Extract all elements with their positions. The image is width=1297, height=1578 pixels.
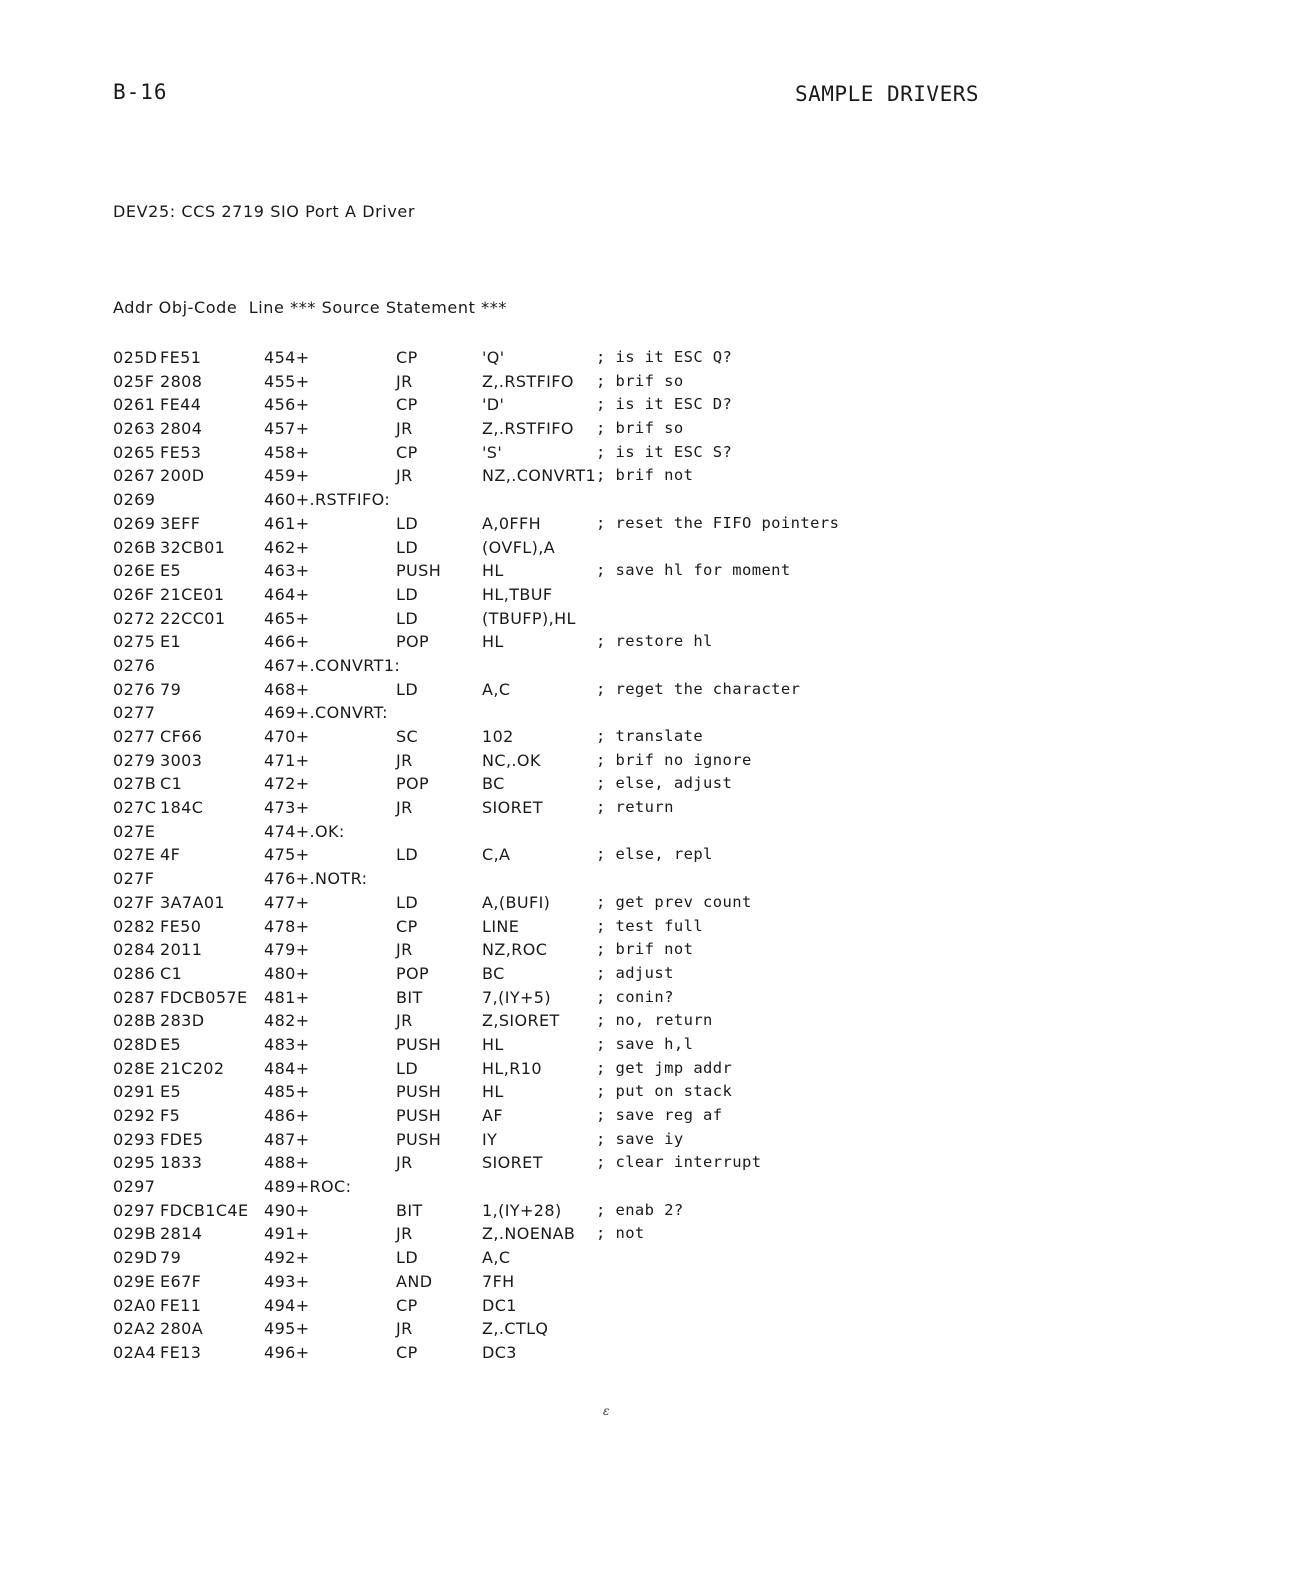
line-number-cell: 480+ [264,963,310,983]
address-cell: 026F [113,584,155,604]
opcode-cell: JR [396,1153,413,1173]
comment-cell: ; get jmp addr [596,1058,733,1077]
address-cell: 0276 [113,679,156,699]
line-number-cell: 488+ [264,1153,310,1173]
operand-cell: (TBUFP),HL [482,608,576,628]
operand-cell: 7FH [482,1271,515,1291]
comment-cell: ; reset the FIFO pointers [596,513,840,532]
opcode-cell: LD [396,584,419,604]
line-number-cell: 482+ [264,1011,310,1031]
line-number-cell: 468+ [264,679,310,699]
address-cell: 028E [113,1058,156,1078]
opcode-cell: POP [396,963,430,983]
opcode-cell: LD [396,1058,419,1078]
object-code-cell: C1 [160,774,183,794]
line-number-cell: 467+.CONVRT1: [264,655,401,675]
object-code-cell: E67F [160,1271,202,1291]
object-code-cell: 2808 [160,371,203,391]
address-cell: 027F [113,869,155,889]
operand-cell: DC1 [482,1295,517,1315]
operand-cell: SIORET [482,798,543,818]
object-code-cell: 2804 [160,419,203,439]
operand-cell: AF [482,1106,503,1125]
address-cell: 027C [113,798,157,818]
comment-cell: ; else, adjust [596,774,733,793]
address-cell: 028D [113,1034,158,1054]
object-code-cell: 79 [160,679,182,699]
address-cell: 0269 [113,490,156,510]
comment-cell: ; translate [596,727,704,745]
address-cell: 027E [113,821,156,841]
line-number-cell: 466+ [264,632,310,652]
page-number: B-16 [113,80,168,104]
comment-cell: ; get prev count [596,892,752,911]
line-number-cell: 473+ [264,798,310,818]
line-number-cell: 494+ [264,1295,310,1315]
line-number-cell: 491+ [264,1224,310,1244]
comment-cell: ; save h,l [596,1034,694,1053]
object-code-cell: FE44 [160,395,202,415]
address-cell: 0275 [113,632,156,652]
object-code-cell: 283D [160,1011,205,1031]
comment-cell: ; save iy [596,1129,684,1148]
operand-cell: NZ,ROC [482,940,548,960]
line-number-cell: 475+ [264,845,310,865]
operand-cell: 7,(IY+5) [482,987,552,1007]
line-number-cell: 481+ [264,987,310,1007]
opcode-cell: PUSH [396,561,442,581]
opcode-cell: LD [396,845,419,865]
object-code-cell: 2011 [160,940,203,960]
comment-cell: ; adjust [596,963,674,982]
object-code-cell: FE11 [160,1295,202,1315]
comment-cell: ; brif so [596,419,684,438]
operand-cell: (OVFL),A [482,537,556,557]
opcode-cell: JR [396,419,413,439]
operand-cell: HL,R10 [482,1058,542,1078]
address-cell: 027E [113,845,156,865]
comment-cell: ; save hl for moment [596,561,791,580]
operand-cell: HL [482,1034,504,1054]
object-code-cell: 1833 [160,1153,203,1173]
object-code-cell: FE53 [160,442,202,462]
object-code-cell: 184C [160,798,204,818]
comment-cell: ; reget the character [596,679,801,698]
opcode-cell: CP [396,348,418,367]
operand-cell: HL [482,561,504,581]
line-number-cell: 471+ [264,750,310,770]
line-number-cell: 465+ [264,608,310,628]
address-cell: 0295 [113,1153,156,1173]
object-code-cell: 200D [160,466,205,486]
comment-cell: ; return [596,798,674,817]
operand-cell: SIORET [482,1153,543,1173]
line-number-cell: 476+.NOTR: [264,869,368,889]
comment-cell: ; is it ESC Q? [596,348,733,366]
operand-cell: 1,(IY+28) [482,1200,562,1220]
object-code-cell: FDE5 [160,1129,204,1149]
address-cell: 026E [113,561,156,581]
comment-cell: ; else, repl [596,845,713,864]
address-cell: 025F [113,371,155,391]
opcode-cell: LD [396,537,419,557]
operand-cell: Z,SIORET [482,1011,560,1031]
operand-cell: HL [482,1082,504,1102]
operand-cell: LINE [482,916,520,936]
address-cell: 029D [113,1248,158,1268]
opcode-cell: PUSH [396,1034,442,1054]
operand-cell: BC [482,774,505,794]
opcode-cell: POP [396,774,430,794]
operand-cell: A,C [482,1248,511,1268]
comment-cell: ; not [596,1224,645,1243]
address-cell: 0297 [113,1177,156,1197]
object-code-cell: 4F [160,845,181,865]
opcode-cell: BIT [396,987,423,1007]
opcode-cell: JR [396,940,413,960]
address-cell: 029E [113,1271,156,1291]
line-number-cell: 457+ [264,419,310,439]
operand-cell: DC3 [482,1342,517,1362]
address-cell: 0261 [113,395,156,415]
line-number-cell: 484+ [264,1058,310,1078]
opcode-cell: JR [396,1224,413,1244]
object-code-cell: CF66 [160,727,203,746]
address-cell: 0276 [113,655,156,675]
section-heading: SAMPLE DRIVERS [795,82,980,106]
opcode-cell: AND [396,1271,433,1291]
opcode-cell: BIT [396,1200,423,1220]
address-cell: 0277 [113,703,156,723]
line-number-cell: 489+ROC: [264,1177,352,1197]
line-number-cell: 487+ [264,1129,310,1149]
comment-cell: ; test full [596,916,704,935]
address-cell: 028B [113,1011,157,1031]
address-cell: 026B [113,537,157,557]
operand-cell: Z,.CTLQ [482,1319,549,1339]
line-number-cell: 485+ [264,1082,310,1102]
address-cell: 0277 [113,727,156,746]
operand-cell: BC [482,963,505,983]
object-code-cell: FE50 [160,916,202,936]
line-number-cell: 478+ [264,916,310,936]
opcode-cell: CP [396,916,418,936]
opcode-cell: CP [396,395,418,415]
address-cell: 0279 [113,750,156,770]
comment-cell: ; brif so [596,371,684,390]
address-cell: 0272 [113,608,156,628]
object-code-cell: 280A [160,1319,204,1339]
footer-mark: ε [603,1404,610,1418]
operand-cell: Z,.RSTFIFO [482,419,574,439]
comment-cell: ; is it ESC D? [596,395,733,414]
line-number-cell: 477+ [264,892,310,912]
object-code-cell: 3A7A01 [160,892,226,912]
line-number-cell: 455+ [264,371,310,391]
operand-cell: NC,.OK [482,750,541,770]
line-number-cell: 474+.OK: [264,821,345,841]
address-cell: 0291 [113,1082,156,1102]
address-cell: 02A0 [113,1295,157,1315]
opcode-cell: POP [396,632,430,652]
opcode-cell: JR [396,798,413,818]
line-number-cell: 454+ [264,348,310,367]
object-code-cell: 21CE01 [160,584,225,604]
object-code-cell: 3EFF [160,513,201,533]
address-cell: 0265 [113,442,156,462]
comment-cell: ; brif no ignore [596,750,752,769]
comment-cell: ; brif not [596,940,694,959]
address-cell: 02A4 [113,1342,157,1362]
line-number-cell: 486+ [264,1106,310,1125]
object-code-cell: E1 [160,632,182,652]
address-cell: 0269 [113,513,156,533]
object-code-cell: C1 [160,963,183,983]
operand-cell: Z,.NOENAB [482,1224,576,1244]
address-cell: 0293 [113,1129,156,1149]
opcode-cell: SC [396,727,419,746]
listing-title: DEV25: CCS 2719 SIO Port A Driver [113,202,416,221]
line-number-cell: 469+.CONVRT: [264,703,388,723]
object-code-cell: FDCB057E [160,987,248,1007]
line-number-cell: 464+ [264,584,310,604]
operand-cell: 102 [482,727,514,746]
operand-cell: HL,TBUF [482,584,553,604]
line-number-cell: 493+ [264,1271,310,1291]
object-code-cell: FE13 [160,1342,202,1362]
object-code-cell: 3003 [160,750,203,770]
comment-cell: ; brif not [596,466,694,485]
address-cell: 027F [113,892,155,912]
address-cell: 0263 [113,419,156,439]
operand-cell: A,(BUFI) [482,892,551,912]
opcode-cell: CP [396,1295,418,1315]
object-code-cell: E5 [160,1082,182,1102]
comment-cell: ; enab 2? [596,1200,684,1219]
comment-cell: ; no, return [596,1011,713,1030]
opcode-cell: CP [396,1342,418,1362]
opcode-cell: LD [396,1248,419,1268]
object-code-cell: 21C202 [160,1058,225,1078]
line-number-cell: 460+.RSTFIFO: [264,490,391,510]
line-number-cell: 492+ [264,1248,310,1268]
address-cell: 029B [113,1224,157,1244]
operand-cell: Z,.RSTFIFO [482,371,574,391]
object-code-cell: F5 [160,1106,181,1125]
object-code-cell: FDCB1C4E [160,1200,249,1220]
operand-cell: NZ,.CONVRT1 [482,466,597,486]
opcode-cell: PUSH [396,1106,442,1125]
comment-cell: ; restore hl [596,632,713,651]
address-cell: 0267 [113,466,156,486]
opcode-cell: JR [396,1011,413,1031]
comment-cell: ; conin? [596,987,674,1006]
opcode-cell: JR [396,466,413,486]
line-number-cell: 456+ [264,395,310,415]
address-cell: 0282 [113,916,156,936]
object-code-cell: E5 [160,1034,182,1054]
address-cell: 02A2 [113,1319,157,1339]
line-number-cell: 495+ [264,1319,310,1339]
operand-cell: A,C [482,679,511,699]
object-code-cell: 2814 [160,1224,203,1244]
line-number-cell: 458+ [264,442,310,462]
object-code-cell: 22CC01 [160,608,226,628]
opcode-cell: CP [396,442,418,462]
address-cell: 0297 [113,1200,156,1220]
line-number-cell: 496+ [264,1342,310,1362]
operand-cell: HL [482,632,504,652]
operand-cell: 'S' [482,442,503,462]
line-number-cell: 461+ [264,513,310,533]
opcode-cell: JR [396,750,413,770]
line-number-cell: 459+ [264,466,310,486]
line-number-cell: 490+ [264,1200,310,1220]
address-cell: 027B [113,774,157,794]
opcode-cell: PUSH [396,1082,442,1102]
object-code-cell: 79 [160,1248,182,1268]
operand-cell: 'Q' [482,348,505,367]
opcode-cell: JR [396,371,413,391]
address-cell: 0287 [113,987,156,1007]
opcode-cell: LD [396,892,419,912]
comment-cell: ; is it ESC S? [596,442,733,461]
address-cell: 0286 [113,963,156,983]
object-code-cell: FE51 [160,348,202,367]
address-cell: 0292 [113,1106,156,1125]
opcode-cell: LD [396,608,419,628]
column-header: Addr Obj-Code Line *** Source Statement *** [113,298,507,317]
opcode-cell: JR [396,1319,413,1339]
address-cell: 0284 [113,940,156,960]
object-code-cell: E5 [160,561,182,581]
line-number-cell: 472+ [264,774,310,794]
comment-cell: ; put on stack [596,1082,733,1101]
opcode-cell: LD [396,513,419,533]
operand-cell: 'D' [482,395,505,415]
line-number-cell: 462+ [264,537,310,557]
comment-cell: ; clear interrupt [596,1153,762,1172]
line-number-cell: 470+ [264,727,310,746]
address-cell: 025D [113,348,158,367]
line-number-cell: 479+ [264,940,310,960]
object-code-cell: 32CB01 [160,537,226,557]
line-number-cell: 463+ [264,561,310,581]
opcode-cell: LD [396,679,419,699]
opcode-cell: PUSH [396,1129,442,1149]
operand-cell: A,0FFH [482,513,542,533]
line-number-cell: 483+ [264,1034,310,1054]
comment-cell: ; save reg af [596,1106,723,1124]
operand-cell: IY [482,1129,498,1149]
operand-cell: C,A [482,845,511,865]
